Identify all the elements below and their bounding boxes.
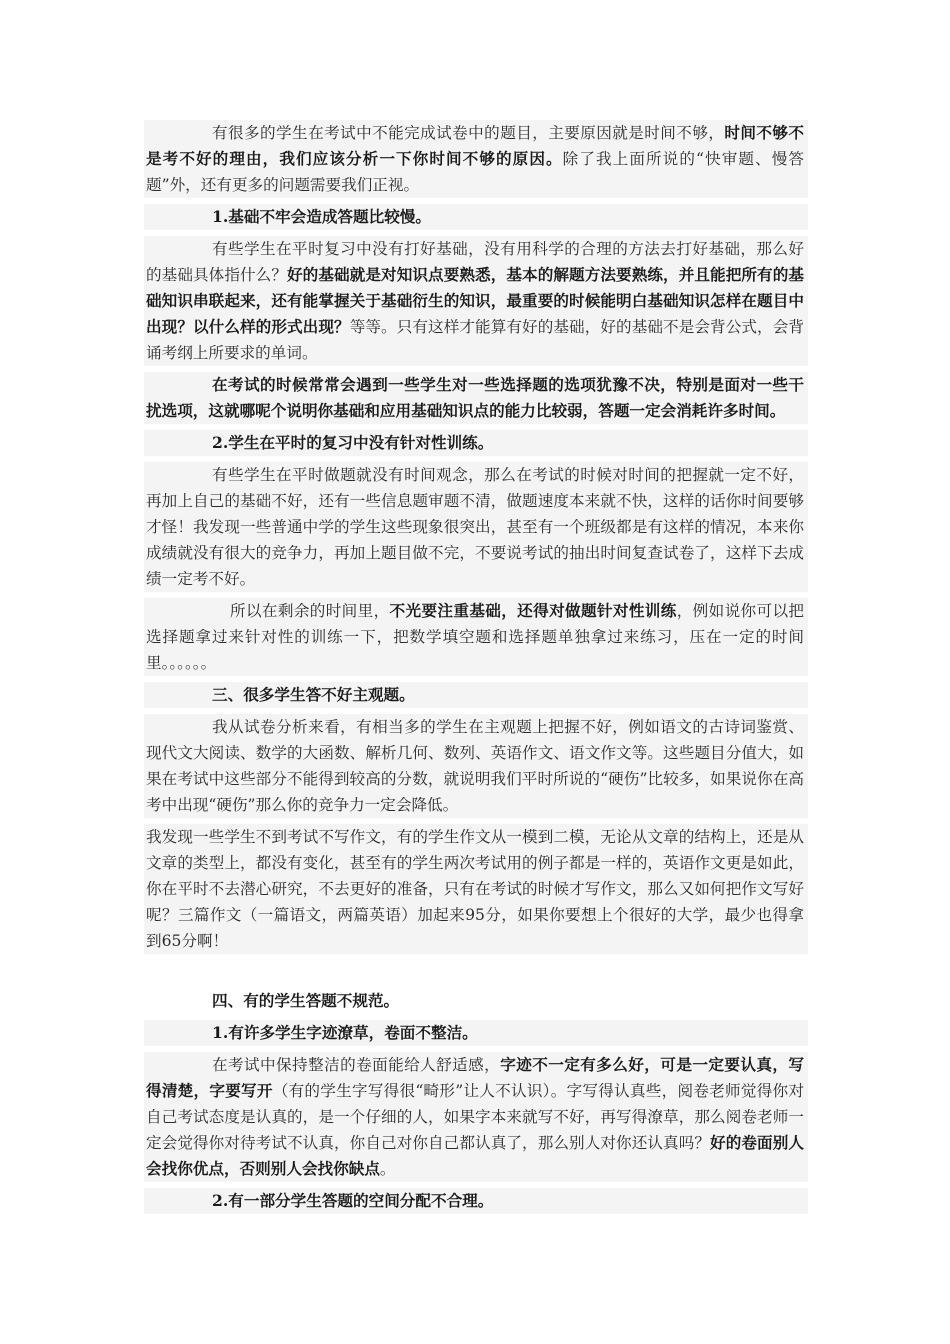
text-run: 除了我上面所说的“快审题、慢答题”外，还有更多的问题需要我们正视。 bbox=[146, 150, 804, 194]
text-run: 有很多的学生在考试中不能完成试卷中的题目，主要原因就是时间不够， bbox=[212, 124, 725, 142]
text-run: 等等。只有这样才能算有好的基础，好的基础不是会背公式，会背诵考纲上所要求的单词。 bbox=[146, 318, 804, 362]
heading-nonstandard-answers bbox=[144, 988, 808, 1014]
text-run: 有些学生在平时复习中没有打好基础，没有用科学的合理的方法去打好基础，那么好的基础具体指什么？ bbox=[146, 240, 804, 284]
heading-messy-handwriting bbox=[144, 1020, 808, 1046]
text-run: 。 bbox=[379, 1160, 396, 1178]
document-body bbox=[0, 120, 950, 1220]
heading-text: 四、有的学生答题不规范。 bbox=[212, 991, 400, 1010]
paragraph-choice-hesitation bbox=[144, 372, 808, 424]
text-run: 有些学生在平时做题就没有时间观念，那么在考试的时候对时间的把握就一定不好，再加上自己的基础不好，还有一些信息题审题不清，做题速度本来就不快，这样的话你时间要够才怪！我发现一些普通中学的学生这些现象很突出，甚至有一个班级都是有这样的情况，本来你成绩就没有很大的竞争力，再加上题目做不完，不要说考试的抽出时间复查试卷了，这样下去成绩一定考不好。 bbox=[146, 466, 804, 588]
heading-weak-foundation bbox=[144, 204, 808, 230]
text-run: ，例如说你可以把选择题拿过来针对性的训练一下，把数学填空题和选择题单独拿过来练习，压在一定的时间里。。。。。。 bbox=[146, 602, 804, 672]
heading-text: 2.学生在平时的复习中没有针对性训练。 bbox=[212, 433, 494, 452]
paragraph-remaining-time bbox=[144, 598, 808, 676]
heading-text: 1.基础不牢会造成答题比较慢。 bbox=[212, 207, 431, 226]
heading-text: 1.有许多学生字迹潦草，卷面不整洁。 bbox=[212, 1023, 478, 1042]
paragraph-essay-practice bbox=[144, 824, 808, 954]
text-run: 所以在剩余的时间里， bbox=[230, 602, 390, 620]
paragraph-time-reasons bbox=[144, 120, 808, 198]
text-run: 我发现一些学生不到考试不写作文，有的学生作文从一模到二模，无论从文章的结构上，还是从文章的类型上，都没有变化，甚至有的学生两次考试用的例子都是一样的，英语作文更是如此，你在平时不去潜心研究，不去更好的准备，只有在考试的时候才写作文，那么又如何把作文写好呢？三篇作文（一篇语文，两篇英语）加起来95分，如果你要想上个很好的大学，最少也得拿到65分啊！ bbox=[146, 828, 804, 950]
text-run: 在考试中保持整洁的卷面能给人舒适感， bbox=[212, 1056, 501, 1074]
heading-no-targeted-training bbox=[144, 430, 808, 456]
text-run-bold: 时间不够不是考不好的理由，我们应该分析一下你时间不够的原因。 bbox=[146, 123, 804, 168]
spacer bbox=[0, 960, 950, 988]
heading-text: 三、很多学生答不好主观题。 bbox=[212, 685, 415, 704]
heading-space-allocation bbox=[144, 1188, 808, 1214]
paragraph-time-concept bbox=[144, 462, 808, 592]
paragraph-foundation-definition bbox=[144, 236, 808, 366]
paragraph-exam-analysis bbox=[144, 714, 808, 818]
text-run-bold: 不光要注重基础，还得对做题针对性训练 bbox=[389, 601, 677, 620]
text-run-bold: 在考试的时候常常会遇到一些学生对一些选择题的选项犹豫不决，特别是面对一些干扰选项，这就哪呢个说明你基础和应用基础知识点的能力比较弱，答题一定会消耗许多时间。 bbox=[146, 375, 804, 420]
text-run: （有的学生字写得很“畸形”让人不认识）。字写得认真些，阅卷老师觉得你对自己考试态度是认真的，是一个仔细的人，如果字本来就写不好，再写得潦草，那么阅卷老师一定会觉得你对待考试不认真，你自己对你自己都认真了，那么别人对你还认真吗？ bbox=[146, 1082, 804, 1152]
text-run-bold: 好的基础就是对知识点要熟悉，基本的解题方法要熟练，并且能把所有的基础知识串联起来，还有能掌握关于基础衍生的知识，最重要的时候能明白基础知识怎样在题目中出现？以什么样的形式出现？ bbox=[146, 265, 804, 336]
text-run: 我从试卷分析来看，有相当多的学生在主观题上把握不好，例如语文的古诗词鉴赏、现代文大阅读、数学的大函数、解析几何、数列、英语作文、语文作文等。这些题目分值大，如果在考试中这些部分不能得到较高的分数，就说明我们平时所说的“硬伤”比较多，如果说你在高考中出现“硬伤”那么你的竞争力一定会降低。 bbox=[146, 718, 804, 814]
heading-subjective-questions bbox=[144, 682, 808, 708]
heading-text: 2.有一部分学生答题的空间分配不合理。 bbox=[212, 1191, 494, 1210]
paragraph-neat-paper bbox=[144, 1052, 808, 1182]
text-run-bold: 字迹不一定有多么好，可是一定要认真，写得清楚，字要写开 bbox=[146, 1055, 804, 1100]
text-run-bold: 好的卷面别人会找你优点，否则别人会找你缺点 bbox=[146, 1133, 804, 1178]
